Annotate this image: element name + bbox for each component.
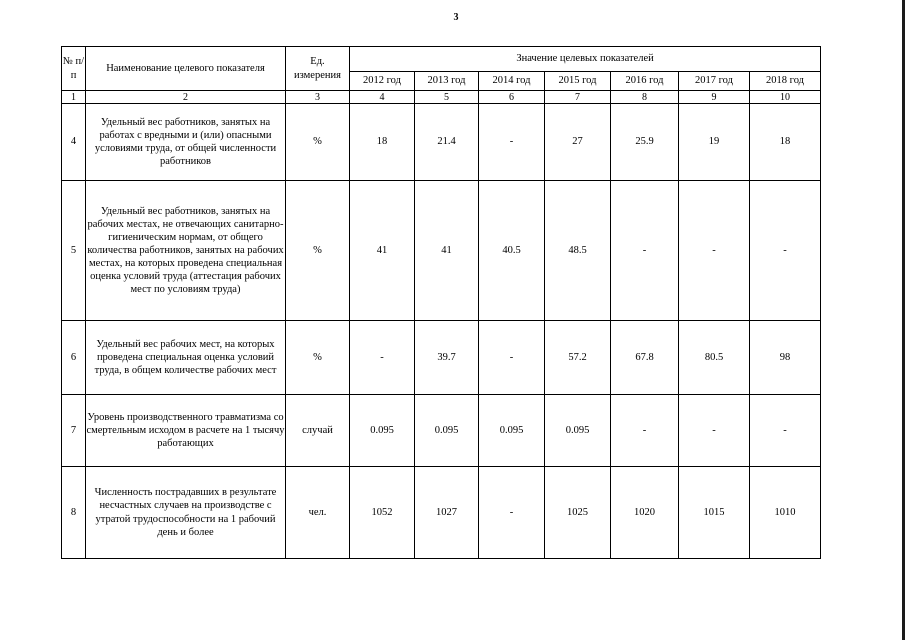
- row-value: -: [679, 181, 750, 321]
- row-value: 1020: [611, 467, 679, 559]
- column-number: 1: [62, 91, 86, 104]
- row-value: -: [611, 181, 679, 321]
- row-value: 1027: [415, 467, 479, 559]
- row-value: -: [750, 395, 821, 467]
- row-value: 40.5: [479, 181, 545, 321]
- row-num: 5: [62, 181, 86, 321]
- row-value: 1052: [350, 467, 415, 559]
- row-unit: %: [286, 321, 350, 395]
- row-value: 57.2: [545, 321, 611, 395]
- row-value: 25.9: [611, 104, 679, 181]
- header-year: 2014 год: [479, 72, 545, 91]
- row-value: -: [479, 467, 545, 559]
- row-value: 0.095: [350, 395, 415, 467]
- row-value: 27: [545, 104, 611, 181]
- column-number: 7: [545, 91, 611, 104]
- header-num: № п/п: [62, 47, 86, 91]
- table-row: [62, 467, 821, 559]
- page-number: 3: [453, 12, 459, 23]
- row-name: Уровень производственного травматизма со смертельным исходом в расчете на 1 тысячу работающих: [86, 395, 286, 467]
- row-unit: чел.: [286, 467, 350, 559]
- row-num: 4: [62, 104, 86, 181]
- row-value: 21.4: [415, 104, 479, 181]
- row-value: 0.095: [415, 395, 479, 467]
- header-year: 2017 год: [679, 72, 750, 91]
- header-year: 2018 год: [750, 72, 821, 91]
- row-name: Удельный вес работников, занятых на работах с вредными и (или) опасными условиями труда, от общей численности работников: [86, 104, 286, 181]
- header-year: 2016 год: [611, 72, 679, 91]
- row-value: 41: [350, 181, 415, 321]
- table-row: [62, 321, 821, 395]
- column-number: 5: [415, 91, 479, 104]
- header-year: 2013 год: [415, 72, 479, 91]
- row-value: 19: [679, 104, 750, 181]
- row-value: 1010: [750, 467, 821, 559]
- row-num: 6: [62, 321, 86, 395]
- row-value: 41: [415, 181, 479, 321]
- column-number: 10: [750, 91, 821, 104]
- row-name: Численность пострадавших в результате несчастных случаев на производстве с утратой трудоспособности на 1 рабочий день и более: [86, 467, 286, 559]
- row-unit: случай: [286, 395, 350, 467]
- row-value: -: [679, 395, 750, 467]
- row-value: -: [750, 181, 821, 321]
- column-number: 3: [286, 91, 350, 104]
- target-indicators-table: [61, 46, 821, 559]
- row-value: 80.5: [679, 321, 750, 395]
- row-value: 1015: [679, 467, 750, 559]
- row-value: 48.5: [545, 181, 611, 321]
- row-value: 18: [350, 104, 415, 181]
- row-value: -: [479, 321, 545, 395]
- row-num: 7: [62, 395, 86, 467]
- header-values-group: Значение целевых показателей: [350, 47, 821, 72]
- row-unit: %: [286, 104, 350, 181]
- row-value: 67.8: [611, 321, 679, 395]
- row-value: 1025: [545, 467, 611, 559]
- column-number-row: [62, 91, 821, 104]
- row-name: Удельный вес рабочих мест, на которых проведена специальная оценка условий труда, в общем количестве рабочих мест: [86, 321, 286, 395]
- header-name: Наименование целевого показателя: [86, 47, 286, 91]
- row-value: 98: [750, 321, 821, 395]
- row-value: 0.095: [545, 395, 611, 467]
- row-value: -: [611, 395, 679, 467]
- row-unit: %: [286, 181, 350, 321]
- column-number: 9: [679, 91, 750, 104]
- row-value: -: [350, 321, 415, 395]
- row-value: 0.095: [479, 395, 545, 467]
- header-year: 2015 год: [545, 72, 611, 91]
- row-value: -: [479, 104, 545, 181]
- row-value: 18: [750, 104, 821, 181]
- row-num: 8: [62, 467, 86, 559]
- header-year: 2012 год: [350, 72, 415, 91]
- table-row: [62, 104, 821, 181]
- column-number: 2: [86, 91, 286, 104]
- row-value: 39.7: [415, 321, 479, 395]
- column-number: 4: [350, 91, 415, 104]
- table-row: [62, 395, 821, 467]
- table-row: [62, 181, 821, 321]
- row-name: Удельный вес работников, занятых на рабочих местах, не отвечающих санитарно-гигиеническим нормам, от общего количества работников, занятых на рабочих местах, на которых проведена специальная оценка условий труда (аттестация рабочих мест по условиям труда): [86, 181, 286, 321]
- column-number: 8: [611, 91, 679, 104]
- header-unit: Ед. измерения: [286, 47, 350, 91]
- column-number: 6: [479, 91, 545, 104]
